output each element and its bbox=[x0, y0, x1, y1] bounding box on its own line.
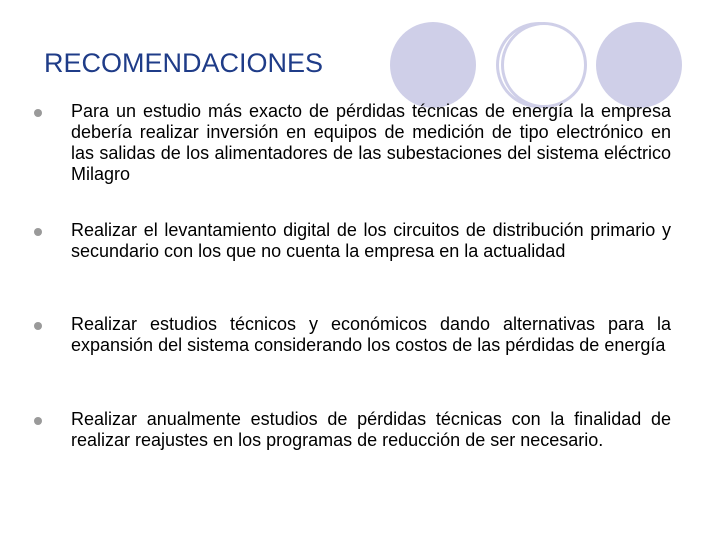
bullet-dot-icon bbox=[34, 322, 42, 330]
decorative-circle-filled-icon bbox=[390, 22, 476, 108]
decorative-circle-filled-icon bbox=[596, 22, 682, 108]
slide-title: RECOMENDACIONES bbox=[44, 48, 324, 78]
list-item-text: Realizar estudios técnicos y económicos dando alternativas para la expansión del sistema considerando los costos de las pérdidas de energía bbox=[71, 314, 671, 355]
bullet-dot-icon bbox=[34, 228, 42, 236]
decorative-circle-outline-icon bbox=[501, 22, 587, 108]
bullet-dot-icon bbox=[34, 417, 42, 425]
list-item-text: Realizar anualmente estudios de pérdidas técnicas con la finalidad de realizar reajustes en los programas de reducción de ser necesario. bbox=[71, 409, 671, 450]
bullet-dot-icon bbox=[34, 109, 42, 117]
list-item-text: Realizar el levantamiento digital de los circuitos de distribución primario y secundario con los que no cuenta la empresa en la actualidad bbox=[71, 220, 671, 261]
list-item-text: Para un estudio más exacto de pérdidas técnicas de energía la empresa debería realizar inversión en equipos de medición de tipo electrónico en las salidas de los alimentadores de las subestaciones del sistema eléctrico Milagro bbox=[71, 101, 671, 184]
